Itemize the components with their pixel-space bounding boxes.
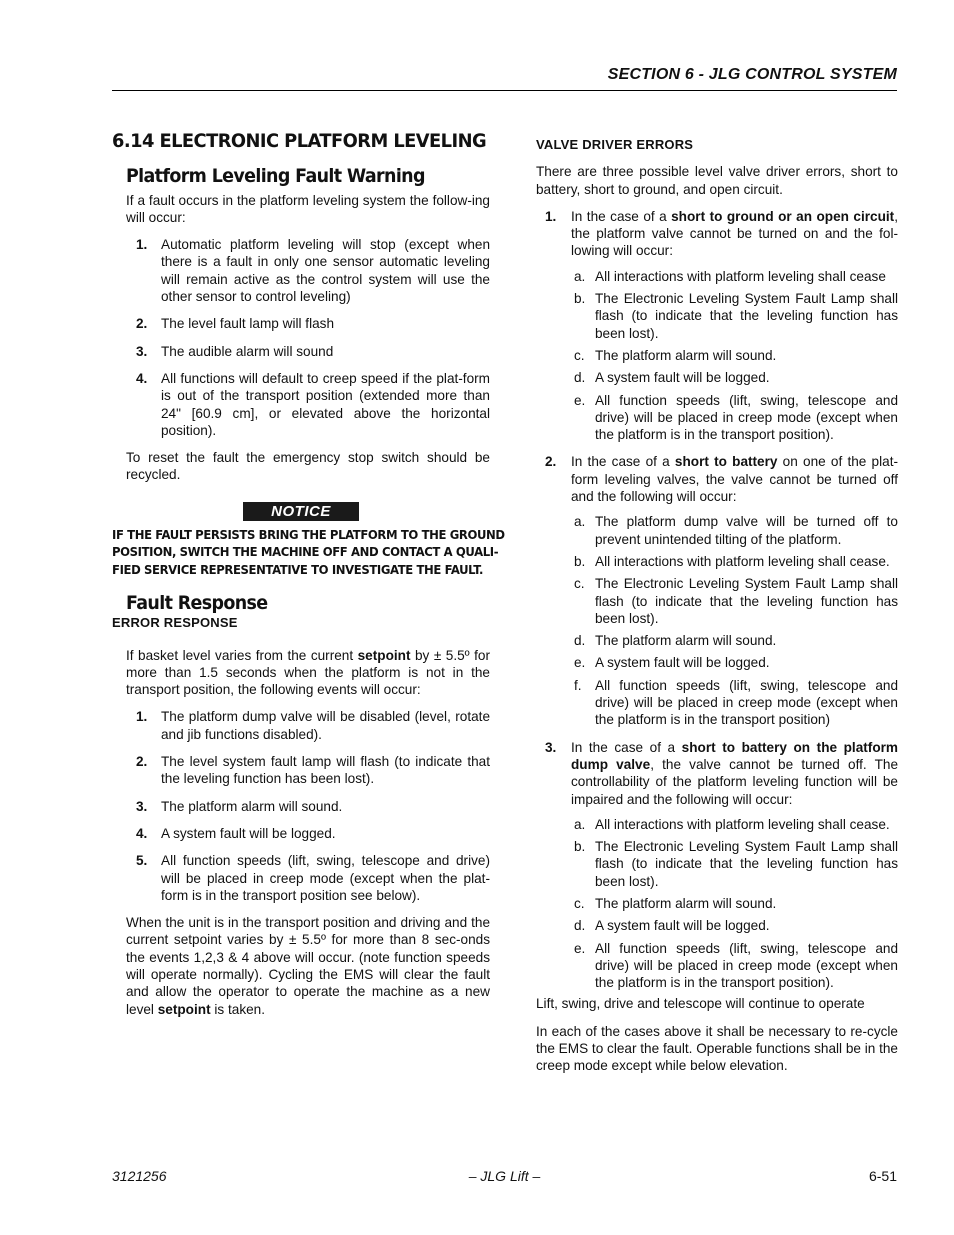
notice-label: NOTICE <box>243 502 359 521</box>
list-item: a. The platform dump valve will be turned off to prevent unintended tilting of the platform. <box>574 514 898 547</box>
list-item: 1. The platform dump valve will be disabled (level, rotate and jib functions disabled). <box>136 709 490 742</box>
list-item: 3. The platform alarm will sound. <box>136 798 343 814</box>
list-item: c. The platform alarm will sound. <box>574 347 777 363</box>
section-title: SECTION 6 - JLG CONTROL SYSTEM <box>607 66 897 83</box>
valve-intro-paragraph: There are three possible level valve driver errors, short to battery, short to ground, and open circuit. <box>536 164 898 197</box>
page-header <box>112 64 897 91</box>
list-item: 4. All functions will default to creep speed if the plat-form is out of the transport position (extended more than 24" [60.9 cm], or elevated above the horizontal position). <box>136 370 490 438</box>
list-item: 2. The level fault lamp will flash <box>136 316 335 332</box>
list-item: 5. All function speeds (lift, swing, telescope and drive) will be placed in creep mode (except when the plat-form is in the transport position see below). <box>136 853 490 903</box>
error-response-list <box>112 708 490 904</box>
case-dump-valve: 3. In the case of a short to battery on the platform dump valve, the valve cannot be turned off. The controllability of the platform leveling function will be impaired and the following will occur: a. All interactions with platform leveling shall cease. b. The Electronic Leveling System Fault Lamp shall flash (to indicate that the leveling function has been lost). c. The platform alarm will sound. d. A system fault will be logged. e. All function speeds (lift, swing, telescope and drive) will be placed in creep mode (except when the platform is in the transport position). <box>545 739 899 991</box>
list-item: a. All interactions with platform leveling shall cease. <box>574 816 890 832</box>
page-number: 6-51 <box>868 1168 897 1184</box>
list-item: d. A system fault will be logged. <box>574 918 770 934</box>
list-item: c. The Electronic Leveling System Fault Lamp shall flash (to indicate that the leveling function has been lost). <box>574 576 898 626</box>
list-item: b. The Electronic Leveling System Fault Lamp shall flash (to indicate that the leveling function has been lost). <box>574 839 898 889</box>
document-number: 3121256 <box>112 1168 167 1184</box>
left-column <box>112 128 505 1028</box>
subheading-fault-response: Fault Response <box>126 591 268 614</box>
transport-paragraph: When the unit is in the transport position and driving and the current setpoint varies by ± 5.5º for more than 8 sec-onds the events 1,2,3 & 4 above will occur. (note function speeds will operate normally). Cycling the EMS will clear the fault and allow the operator to operate the machine as a new level setpoint is taken. <box>126 915 490 1017</box>
error-intro-paragraph: If basket level varies from the current setpoint by ± 5.5º for more than 1.5 seconds when the platform is not in the transport position, the following events will occur: <box>126 647 490 698</box>
case-short-to-ground: 1. In the case of a short to ground or an open circuit, the platform valve cannot be turned on and the fol-lowing will occur: a. All interactions with platform leveling shall cease b. The Electronic Leveling System Fault Lamp shall flash (to indicate that the leveling function has been lost). c. The platform alarm will sound. d. A system fault will be logged. e. All function speeds (lift, swing, telescope and drive) will be placed in creep mode (except when the platform is in the transport position). <box>545 208 898 443</box>
fault-warning-list <box>112 236 490 439</box>
list-item: b. All interactions with platform leveling shall cease. <box>574 553 890 569</box>
list-item: f. All function speeds (lift, swing, telescope and drive) will be placed in creep mode (except when the platform is in the transport position) <box>574 677 898 728</box>
notice-text: IF THE FAULT PERSISTS BRING THE PLATFORM TO THE GROUND POSITION, SWITCH THE MACHINE OFF AND CONTACT A QUALI- FIED SERVICE REPRESENTATIVE TO INVESTIGATE THE FAULT. <box>112 528 505 577</box>
list-item: d. The platform alarm will sound. <box>574 633 777 649</box>
list-item: c. The platform alarm will sound. <box>574 895 777 911</box>
closing-paragraph: In each of the cases above it shall be necessary to re-cycle the EMS to clear the fault. Operable functions shall be in the creep mode except while below elevation. <box>536 1023 898 1074</box>
list-item: b. The Electronic Leveling System Fault Lamp shall flash (to indicate that the leveling function has been lost). <box>574 291 898 341</box>
brand-label: – JLG Lift – <box>468 1168 541 1184</box>
reset-paragraph: To reset the fault the emergency stop switch should be recycled. <box>126 450 490 483</box>
list-item: e. All function speeds (lift, swing, telescope and drive) will be placed in creep mode (except when the platform is in the transport position). <box>574 940 898 991</box>
valve-error-cases <box>536 208 898 992</box>
list-item: d. A system fault will be logged. <box>574 370 770 386</box>
intro-paragraph: If a fault occurs in the platform leveling system the follow-ing will occur: <box>126 192 490 225</box>
sub-list <box>571 268 898 444</box>
valve-driver-errors-heading: VALVE DRIVER ERRORS <box>536 137 694 152</box>
list-item: 3. The audible alarm will sound <box>136 343 334 359</box>
right-column <box>536 128 898 1085</box>
list-item: e. A system fault will be logged. <box>574 655 770 671</box>
list-item: 1. Automatic platform leveling will stop (except when there is a fault in only one sensor automatic leveling will remain active as the control system will use the other sensor to control leveling) <box>136 237 490 305</box>
section-heading: 6.14 ELECTRONIC PLATFORM LEVELING <box>112 130 487 152</box>
error-response-heading: ERROR RESPONSE <box>112 615 238 631</box>
sub-list <box>571 816 898 992</box>
continue-paragraph: Lift, swing, drive and telescope will continue to operate <box>536 996 865 1012</box>
sub-list <box>571 513 898 728</box>
list-item: e. All function speeds (lift, swing, telescope and drive) will be placed in creep mode (except when the platform is in the transport position). <box>574 392 898 443</box>
notice-banner <box>112 502 490 521</box>
list-item: a. All interactions with platform leveling shall cease <box>574 268 886 284</box>
subheading-fault-warning: Platform Leveling Fault Warning <box>126 165 425 188</box>
case-short-to-battery: 2. In the case of a short to battery on one of the plat-form leveling valves, the valve cannot be turned off and the following will occur: a. The platform dump valve will be turned off to prevent unintended tilting of the platform. b. All interactions with platform leveling shall cease. c. The Electronic Leveling System Fault Lamp shall flash (to indicate that the leveling function has been lost). d. The platform alarm will sound. e. A system fault will be logged. f. All function speeds (lift, swing, telescope and drive) will be placed in creep mode (except when the platform is in the transport position) <box>545 454 898 728</box>
list-item: 2. The level system fault lamp will flash (to indicate that the leveling function has been lost). <box>136 754 490 787</box>
list-item: 4. A system fault will be logged. <box>136 825 336 841</box>
